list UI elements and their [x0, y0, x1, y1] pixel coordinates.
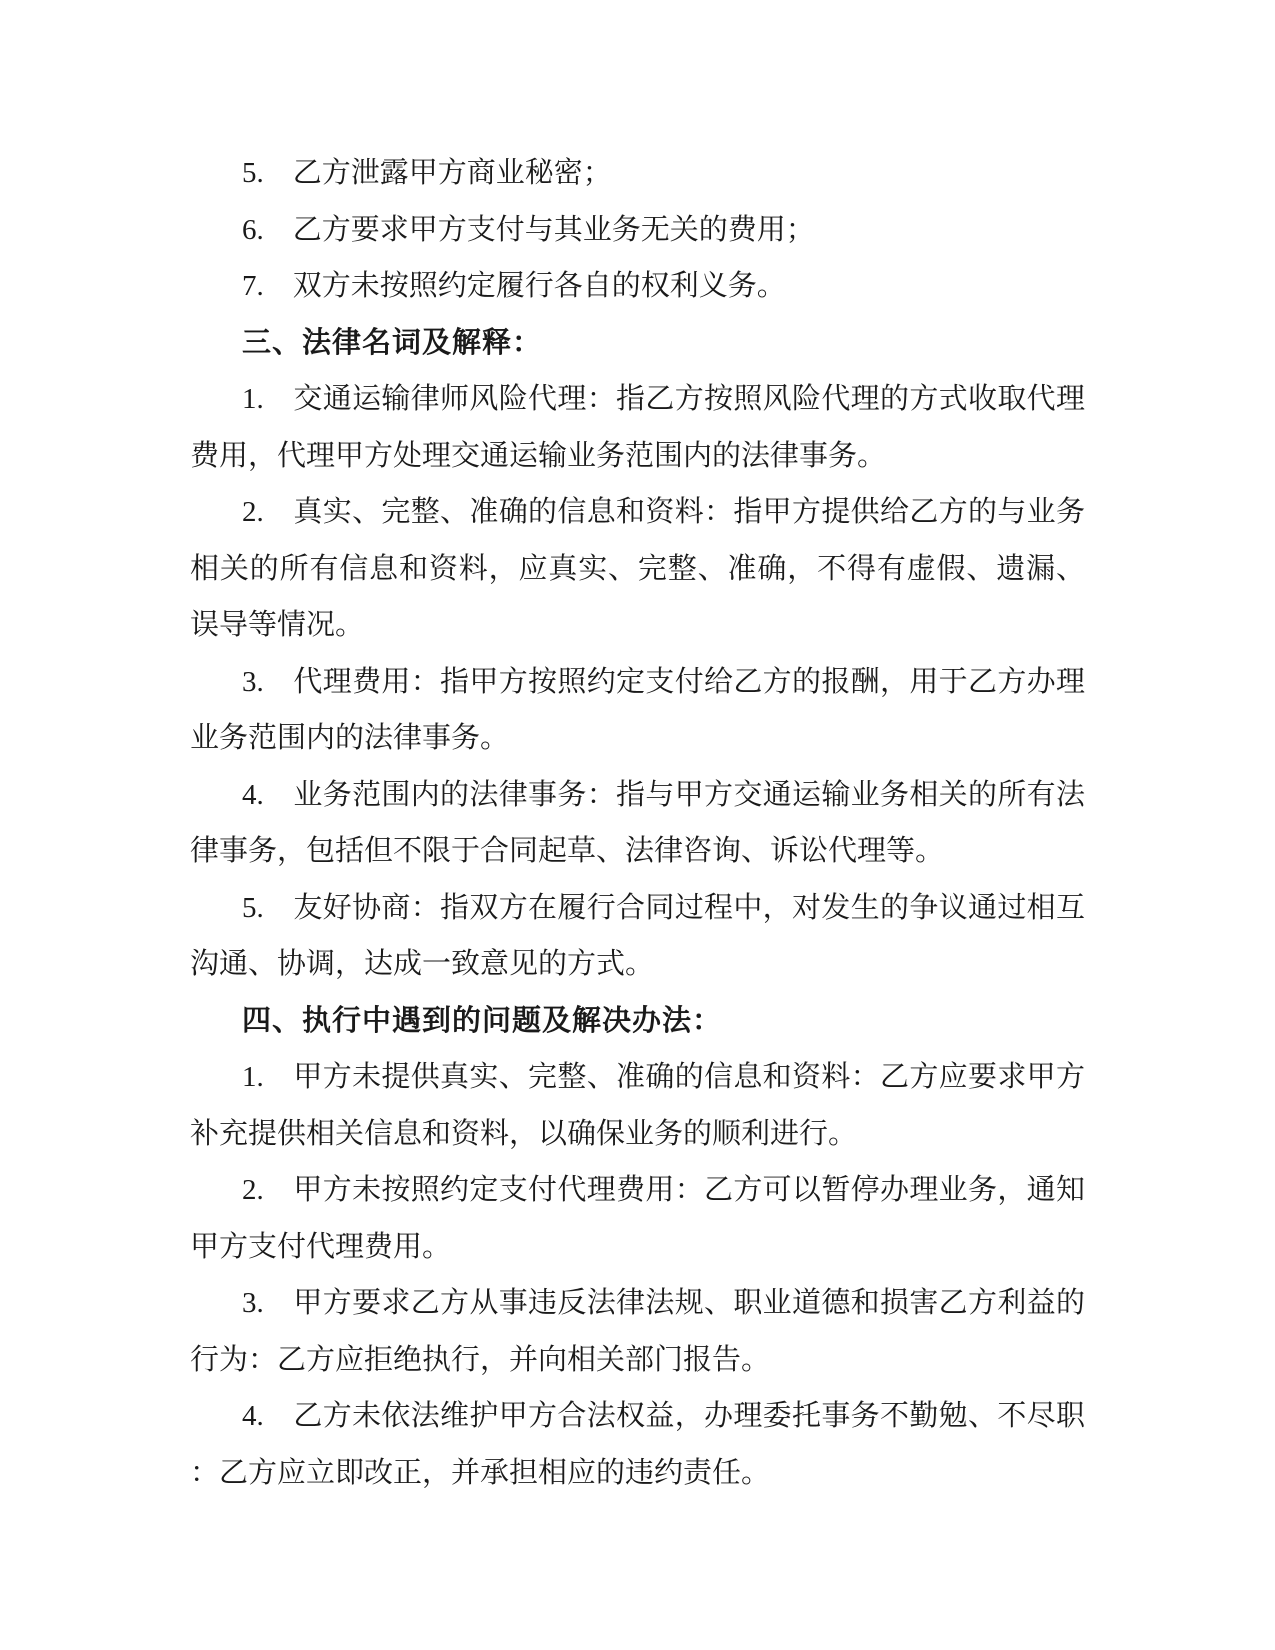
document-line: 4. 业务范围内的法律事务：指与甲方交通运输业务相关的所有法	[242, 778, 1085, 811]
document-line: 相关的所有信息和资料，应真实、完整、准确，不得有虚假、遗漏、	[190, 552, 1085, 585]
document-line: 5. 友好协商：指双方在履行合同过程中，对发生的争议通过相互	[242, 891, 1085, 924]
document-line: 误导等情况。	[190, 609, 365, 641]
document-line: 律事务，包括但不限于合同起草、法律咨询、诉讼代理等。	[190, 835, 945, 867]
document-line: 6. 乙方要求甲方支付与其业务无关的费用；	[242, 213, 815, 246]
document-line: 3. 甲方要求乙方从事违反法律法规、职业道德和损害乙方利益的	[242, 1287, 1085, 1319]
document-body	[190, 145, 1085, 1501]
document-line: 2. 真实、完整、准确的信息和资料：指甲方提供给乙方的与业务	[242, 496, 1085, 528]
document-line: 3. 代理费用：指甲方按照约定支付给乙方的报酬，用于乙方办理	[242, 665, 1085, 698]
document-line: 费用，代理甲方处理交通运输业务范围内的法律事务。	[190, 439, 887, 472]
document-line: ：乙方应立即改正，并承担相应的违约责任。	[190, 1456, 771, 1489]
section-heading: 四、执行中遇到的问题及解决办法：	[242, 1004, 723, 1037]
document-line: 补充提供相关信息和资料，以确保业务的顺利进行。	[190, 1117, 858, 1150]
document-line: 1. 交通运输律师风险代理：指乙方按照风险代理的方式收取代理	[242, 383, 1085, 415]
document-line: 甲方支付代理费用。	[190, 1230, 452, 1263]
document-line: 1. 甲方未提供真实、完整、准确的信息和资料：乙方应要求甲方	[242, 1061, 1085, 1093]
document-line: 7. 双方未按照约定履行各自的权利义务。	[242, 270, 786, 302]
document-line: 沟通、协调，达成一致意见的方式。	[190, 948, 655, 980]
section-heading: 三、法律名词及解释：	[242, 326, 543, 359]
document-line: 业务范围内的法律事务。	[190, 722, 510, 754]
document-line: 行为：乙方应拒绝执行，并向相关部门报告。	[190, 1343, 771, 1376]
document-line: 4. 乙方未依法维护甲方合法权益，办理委托事务不勤勉、不尽职	[242, 1400, 1085, 1432]
document-line: 5. 乙方泄露甲方商业秘密；	[242, 157, 612, 189]
document-line: 2. 甲方未按照约定支付代理费用：乙方可以暂停办理业务，通知	[242, 1174, 1085, 1206]
